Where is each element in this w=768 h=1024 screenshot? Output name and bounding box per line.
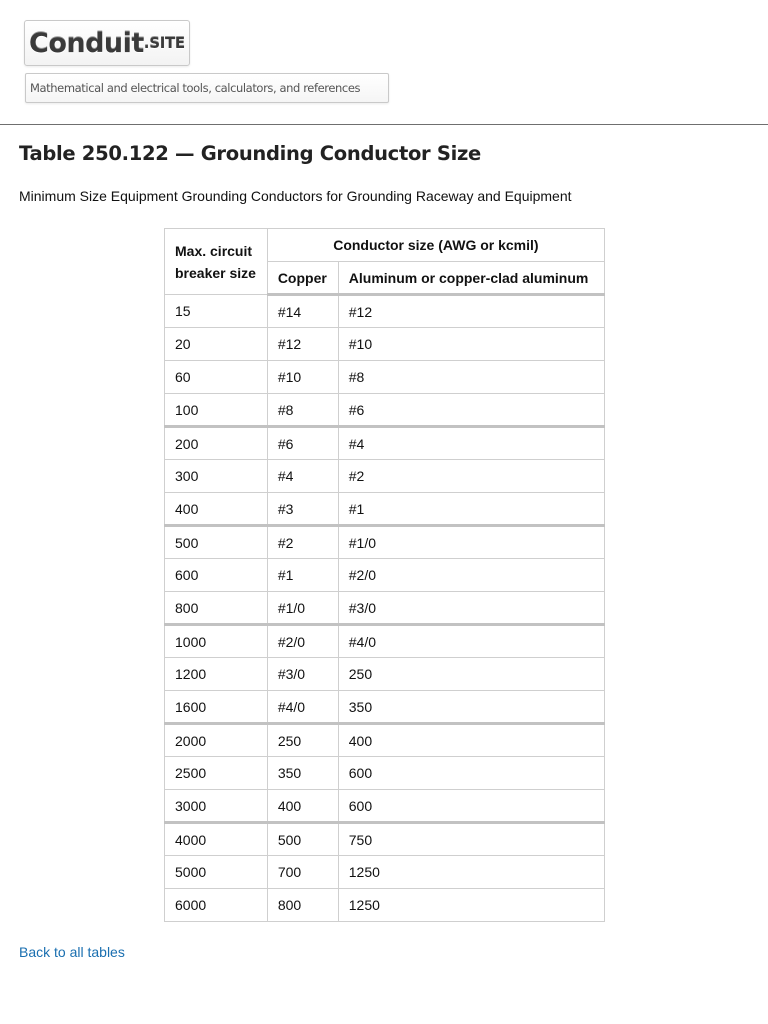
table-row (165, 625, 605, 658)
page-title: Table 250.122 — Grounding Conductor Size (19, 142, 481, 165)
header-conductor-size: Conductor size (AWG or kcmil) (267, 229, 604, 262)
cell-aluminum: 750 (338, 823, 604, 856)
cell-aluminum: #6 (338, 394, 604, 427)
cell-copper: #4 (267, 460, 338, 493)
cell-breaker-size: 1000 (165, 625, 268, 658)
cell-aluminum: 600 (338, 790, 604, 823)
cell-copper: 250 (267, 724, 338, 757)
cell-copper: #10 (267, 361, 338, 394)
table-body (165, 295, 605, 922)
cell-aluminum: 1250 (338, 889, 604, 922)
cell-breaker-size: 1200 (165, 658, 268, 691)
header-divider (0, 124, 768, 125)
table-row (165, 361, 605, 394)
site-logo[interactable] (24, 20, 190, 66)
back-to-all-tables-link[interactable]: Back to all tables (19, 944, 125, 960)
cell-breaker-size: 200 (165, 427, 268, 460)
site-tagline: Mathematical and electrical tools, calculators, and references (25, 73, 389, 103)
cell-breaker-size: 2000 (165, 724, 268, 757)
header-breaker-size: Max. circuit breaker size (165, 229, 268, 295)
table-row (165, 658, 605, 691)
cell-breaker-size: 400 (165, 493, 268, 526)
cell-copper: #6 (267, 427, 338, 460)
cell-copper: 700 (267, 856, 338, 889)
cell-copper: #2/0 (267, 625, 338, 658)
cell-breaker-size: 800 (165, 592, 268, 625)
header-aluminum: Aluminum or copper-clad aluminum (338, 262, 604, 295)
cell-breaker-size: 4000 (165, 823, 268, 856)
logo-suffix-text: .SITE (143, 34, 185, 52)
cell-aluminum: #8 (338, 361, 604, 394)
cell-breaker-size: 3000 (165, 790, 268, 823)
table-row (165, 328, 605, 361)
cell-breaker-size: 6000 (165, 889, 268, 922)
cell-copper: #1/0 (267, 592, 338, 625)
table-row (165, 823, 605, 856)
page-subtitle: Minimum Size Equipment Grounding Conductors for Grounding Raceway and Equipment (19, 188, 572, 204)
logo-main-text: Conduit (29, 27, 144, 59)
cell-aluminum: #12 (338, 295, 604, 328)
cell-copper: #8 (267, 394, 338, 427)
cell-aluminum: #10 (338, 328, 604, 361)
cell-aluminum: 250 (338, 658, 604, 691)
cell-copper: 800 (267, 889, 338, 922)
cell-aluminum: #3/0 (338, 592, 604, 625)
cell-copper: #3 (267, 493, 338, 526)
cell-aluminum: 600 (338, 757, 604, 790)
table-row (165, 394, 605, 427)
cell-breaker-size: 60 (165, 361, 268, 394)
cell-copper: #14 (267, 295, 338, 328)
table-row (165, 460, 605, 493)
cell-copper: 350 (267, 757, 338, 790)
cell-aluminum: #2 (338, 460, 604, 493)
cell-breaker-size: 100 (165, 394, 268, 427)
table-row (165, 724, 605, 757)
header-copper: Copper (267, 262, 338, 295)
cell-breaker-size: 20 (165, 328, 268, 361)
cell-breaker-size: 1600 (165, 691, 268, 724)
cell-breaker-size: 500 (165, 526, 268, 559)
table-row (165, 295, 605, 328)
table-row (165, 526, 605, 559)
cell-breaker-size: 15 (165, 295, 268, 328)
table-row (165, 427, 605, 460)
cell-copper: #4/0 (267, 691, 338, 724)
cell-breaker-size: 5000 (165, 856, 268, 889)
cell-copper: 400 (267, 790, 338, 823)
cell-copper: 500 (267, 823, 338, 856)
cell-copper: #3/0 (267, 658, 338, 691)
cell-copper: #2 (267, 526, 338, 559)
table-row (165, 856, 605, 889)
cell-aluminum: #1 (338, 493, 604, 526)
cell-aluminum: 1250 (338, 856, 604, 889)
table-row (165, 889, 605, 922)
cell-aluminum: #4 (338, 427, 604, 460)
cell-aluminum: #4/0 (338, 625, 604, 658)
table-row (165, 592, 605, 625)
cell-aluminum: 400 (338, 724, 604, 757)
cell-copper: #12 (267, 328, 338, 361)
table-row (165, 691, 605, 724)
table-row (165, 559, 605, 592)
cell-aluminum: 350 (338, 691, 604, 724)
cell-aluminum: #1/0 (338, 526, 604, 559)
cell-copper: #1 (267, 559, 338, 592)
cell-breaker-size: 600 (165, 559, 268, 592)
table-row (165, 790, 605, 823)
grounding-conductor-table (164, 228, 605, 922)
table-row (165, 757, 605, 790)
cell-breaker-size: 2500 (165, 757, 268, 790)
table-row (165, 493, 605, 526)
cell-aluminum: #2/0 (338, 559, 604, 592)
cell-breaker-size: 300 (165, 460, 268, 493)
